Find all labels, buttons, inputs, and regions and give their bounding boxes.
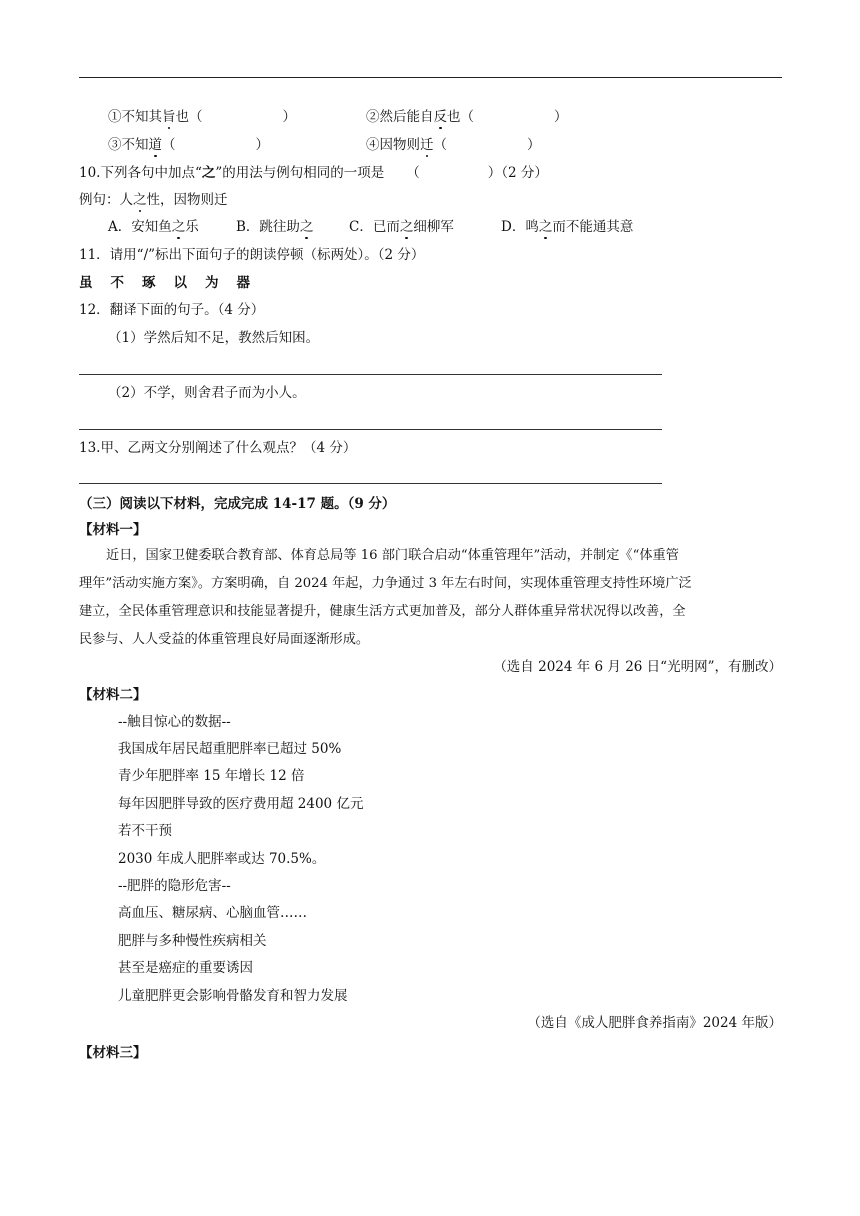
- material1-line-4: 民参与、人人受益的体重管理良好局面逐渐形成。: [79, 632, 370, 647]
- section3-heading: （三）阅读以下材料，完成完成 14-17 题。（9 分）: [79, 496, 396, 512]
- material2-line-5: 若不干预: [118, 823, 172, 839]
- q10-option-b: B．跳往助之: [236, 219, 314, 235]
- material1-line-2: 理年”活动实施方案》。方案明确，自 2024 年起，力争通过 3 年左右时间，实现体重管理支持性环境广泛: [79, 576, 692, 591]
- q10-stem: 10.下列各句中加点“之”的用法与例句相同的一项是 （ ）（2 分）: [79, 165, 548, 181]
- q9-item-1: ①不知其旨也（ ）: [108, 109, 296, 125]
- q10-option-d: D．鸣之而不能通其意: [501, 219, 634, 235]
- material2-line-1: --触目惊心的数据--: [118, 714, 231, 730]
- material2-line-4: 每年因肥胖导致的医疗费用超 2400 亿元: [118, 796, 364, 812]
- material2-line-6: 2030 年成人肥胖率或达 70.5%。: [118, 851, 326, 867]
- q9-item-4: ④因物则迁（ ）: [366, 137, 541, 153]
- q10-example: 例句：人之性，因物则迁: [79, 192, 228, 208]
- q10-option-c: C．已而之细柳军: [349, 219, 454, 235]
- q11-sentence: 虽不琢以为器: [79, 275, 268, 291]
- material1-line-1: 近日，国家卫健委联合教育部、体育总局等 16 部门联合启动“体重管理年”活动，并制定《“体重管: [106, 548, 679, 563]
- q13-stem: 13.甲、乙两文分别阐述了什么观点？（4 分）: [79, 440, 357, 456]
- header-rule: [79, 77, 782, 78]
- material1-line-3: 建立，全民体重管理意识和技能显著提升，健康生活方式更加普及，部分人群体重异常状况得以改善，全: [79, 604, 686, 619]
- answer-line-12-1[interactable]: [79, 374, 662, 375]
- material2-title: 【材料二】: [79, 687, 147, 703]
- material3-title: 【材料三】: [79, 1045, 147, 1061]
- material2-line-8: 高血压、糖尿病、心脑血管……: [118, 905, 307, 921]
- q12-sentence-2: （2）不学，则舍君子而为小人。: [108, 385, 306, 401]
- material2-line-2: 我国成年居民超重肥胖率已超过 50%: [118, 741, 342, 757]
- material2-line-11: 儿童肥胖更会影响骨骼发育和智力发展: [118, 988, 348, 1004]
- material2-line-3: 青少年肥胖率 15 年增长 12 倍: [118, 768, 305, 784]
- material2-line-10: 甚至是癌症的重要诱因: [118, 960, 253, 976]
- material2-line-7: --肥胖的隐形危害--: [118, 878, 231, 894]
- material1-source: （选自 2024 年 6 月 26 日“光明网”，有删改）: [493, 659, 782, 675]
- q10-option-a: A．安知鱼之乐: [108, 219, 199, 235]
- q12-stem: 12．翻译下面的句子。（4 分）: [79, 302, 265, 318]
- answer-line-13[interactable]: [79, 483, 662, 484]
- q9-item-2: ②然后能自反也（ ）: [366, 109, 568, 125]
- q9-item-3: ③不知道（ ）: [108, 137, 269, 153]
- material2-source: （选自《成人肥胖食养指南》2024 年版）: [527, 1015, 782, 1031]
- material2-line-9: 肥胖与多种慢性疾病相关: [118, 933, 267, 949]
- q12-sentence-1: （1）学然后知不足，教然后知困。: [108, 330, 320, 346]
- answer-line-12-2[interactable]: [79, 429, 662, 430]
- material1-title: 【材料一】: [79, 522, 147, 538]
- q11-stem: 11．请用“/”标出下面句子的朗读停顿（标两处）。（2 分）: [79, 247, 425, 263]
